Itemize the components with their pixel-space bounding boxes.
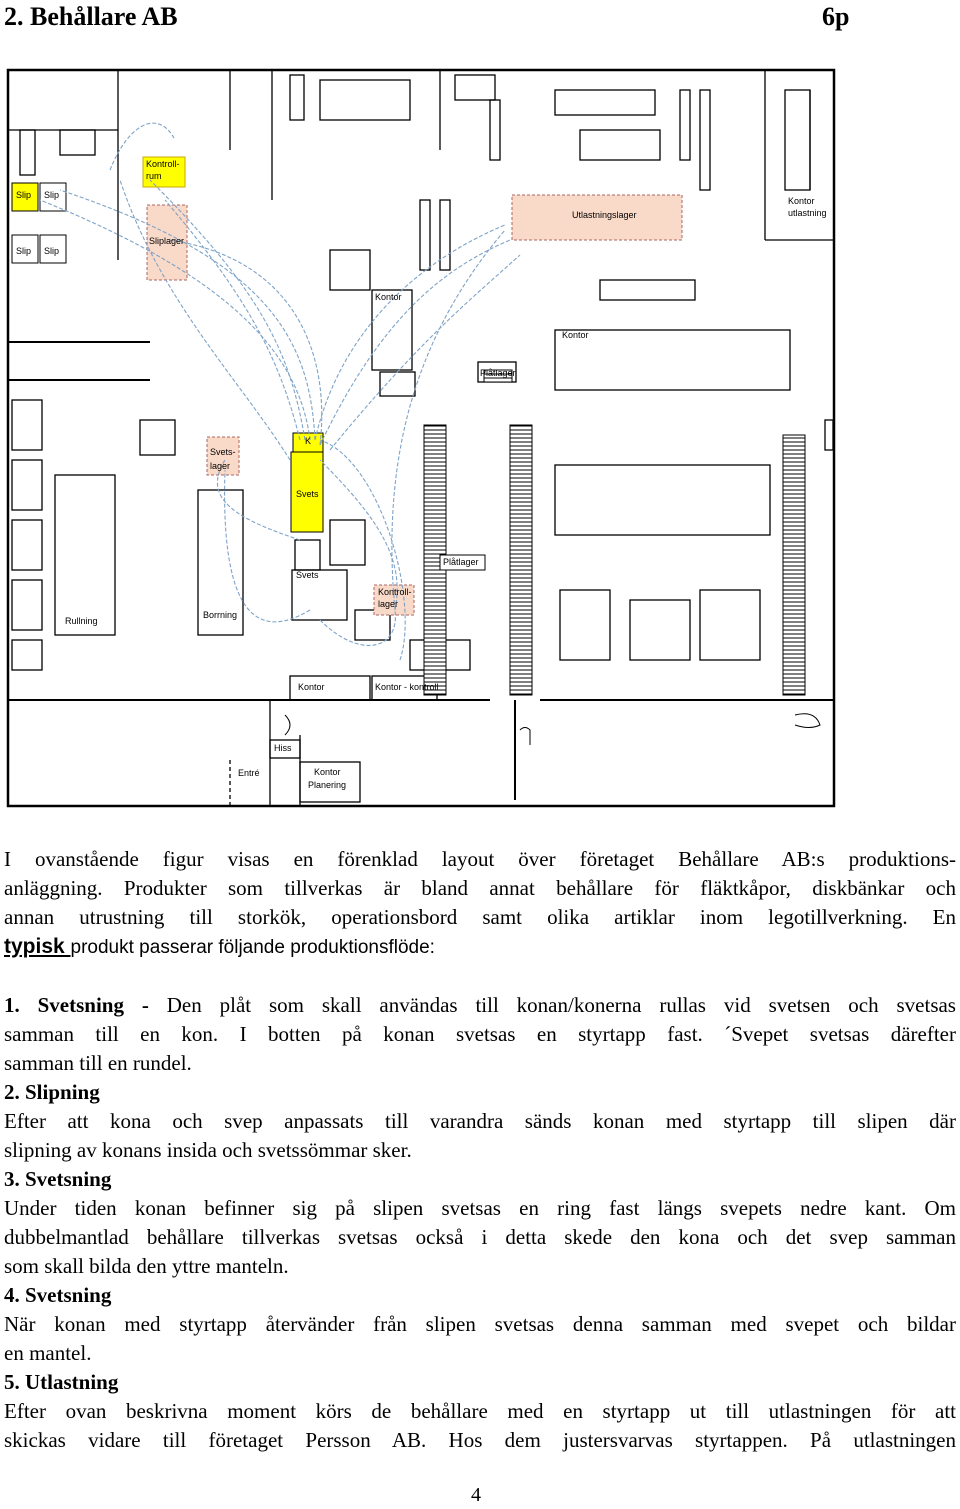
step-3-line-2: dubbelmantlad behållare tillverkas svetsas också i detta skede den kona och det svep samman	[4, 1225, 956, 1249]
svetslager-label-1: Svets-	[210, 447, 236, 457]
kontor-planering-label-2: Planering	[308, 780, 347, 790]
svets-label-1: Svets	[296, 489, 319, 499]
step-4-line-2: en mantel.	[4, 1341, 92, 1365]
slip-label-2: Slip	[44, 190, 60, 200]
step-4-heading: 4. Svetsning	[4, 1283, 112, 1307]
points-label: 6p	[822, 2, 850, 31]
step-4-line-1: När konan med styrtapp återvänder från slipen svetsas denna samman med svepet och bildar	[4, 1312, 956, 1336]
factory-layout-plan	[0, 60, 960, 820]
kontor-planering-label-1: Kontor	[314, 767, 341, 777]
intro-line-4: typisk produkt passerar följande produktionsflöde:	[4, 935, 435, 958]
step-3-line-3: som skall bilda den yttre manteln.	[4, 1254, 289, 1278]
step-1-heading: 1. Svetsning -	[4, 993, 167, 1017]
step-1-line-3: samman till en rundel.	[4, 1051, 192, 1075]
step-5-line-2: skickas vidare till företaget Persson AB. Hos dem justersvarvas styrtappen. På utlastningen	[4, 1428, 956, 1452]
k-label: K	[305, 436, 312, 446]
rullning-label: Rullning	[65, 616, 98, 626]
kontor-kontroll-label: Kontor - kontroll	[375, 682, 439, 692]
utlastningslager-label: Utlastningslager	[572, 210, 637, 220]
kontor-label-2: Kontor	[562, 330, 589, 340]
slip-label-4: Slip	[44, 246, 60, 256]
step-2-line-1: Efter att kona och svep anpassats till varandra sänds konan med styrtapp till slipen där	[4, 1109, 956, 1133]
step-1-line-2: samman till en kon. I botten på konan svetsas en styrtapp fast. ´Svepet svetsas därefter	[4, 1022, 956, 1046]
slip-label-1: Slip	[16, 190, 32, 200]
step-3-line-1: Under tiden konan befinner sig på slipen svetsas en ring fast längs svepets nedre kant. Om	[4, 1196, 956, 1220]
borrning-label: Borrning	[203, 610, 238, 620]
kontor-label-3: Kontor	[298, 682, 325, 692]
step-5-line-1: Efter ovan beskrivna moment körs de behållare med en styrtapp ut till utlastningen för att	[4, 1399, 956, 1423]
step-2-line-2: slipning av konans insida och svetssömmar sker.	[4, 1138, 412, 1162]
kontrollrum-label-1: Kontroll-	[146, 159, 180, 169]
entre-label: Entré	[238, 768, 260, 778]
kontrollager-label-1: Kontroll-	[378, 587, 412, 597]
svets-label-2: Svets	[296, 570, 319, 580]
platlager-label-1: Plåtlager	[480, 368, 516, 378]
kontor-utlastning-label-1: Kontor	[788, 196, 815, 206]
intro-line-2: anläggning. Produkter som tillverkas är bland annat behållare för fläktkåpor, diskbänkar och	[4, 876, 956, 900]
kontor-utlastning-label-2: utlastning	[788, 208, 827, 218]
sliplager-label: Sliplager	[149, 236, 185, 246]
step-1-line-1: 1. Svetsning - Den plåt som skall användas till konan/konerna rullas vid svetsen och svetsas	[4, 993, 956, 1017]
kontor-label-1: Kontor	[375, 292, 402, 302]
intro-line-3: annan utrustning till storkök, operationsbord samt olika artiklar inom legotillverkning. En	[4, 905, 956, 929]
kontrollager-label-2: lager	[378, 599, 399, 609]
typisk-underlined: typisk	[4, 935, 71, 958]
intro-line-1: I ovanstående figur visas en förenklad layout över företaget Behållare AB:s produktions-	[4, 847, 956, 871]
step-2-heading: 2. Slipning	[4, 1080, 100, 1104]
step-3-heading: 3. Svetsning	[4, 1167, 112, 1191]
page-title: 2. Behållare AB	[4, 2, 178, 31]
platlager-label-2: Plåtlager	[443, 557, 479, 567]
svetslager-label-2: lager	[210, 461, 231, 471]
slip-label-3: Slip	[16, 246, 32, 256]
page-number: 4	[471, 1484, 481, 1506]
rullning-machine	[55, 475, 115, 635]
kontrollrum-label-2: rum	[146, 171, 162, 181]
kontor-office	[372, 290, 412, 370]
step-5-heading: 5. Utlastning	[4, 1370, 119, 1394]
hiss-label: Hiss	[274, 743, 292, 753]
